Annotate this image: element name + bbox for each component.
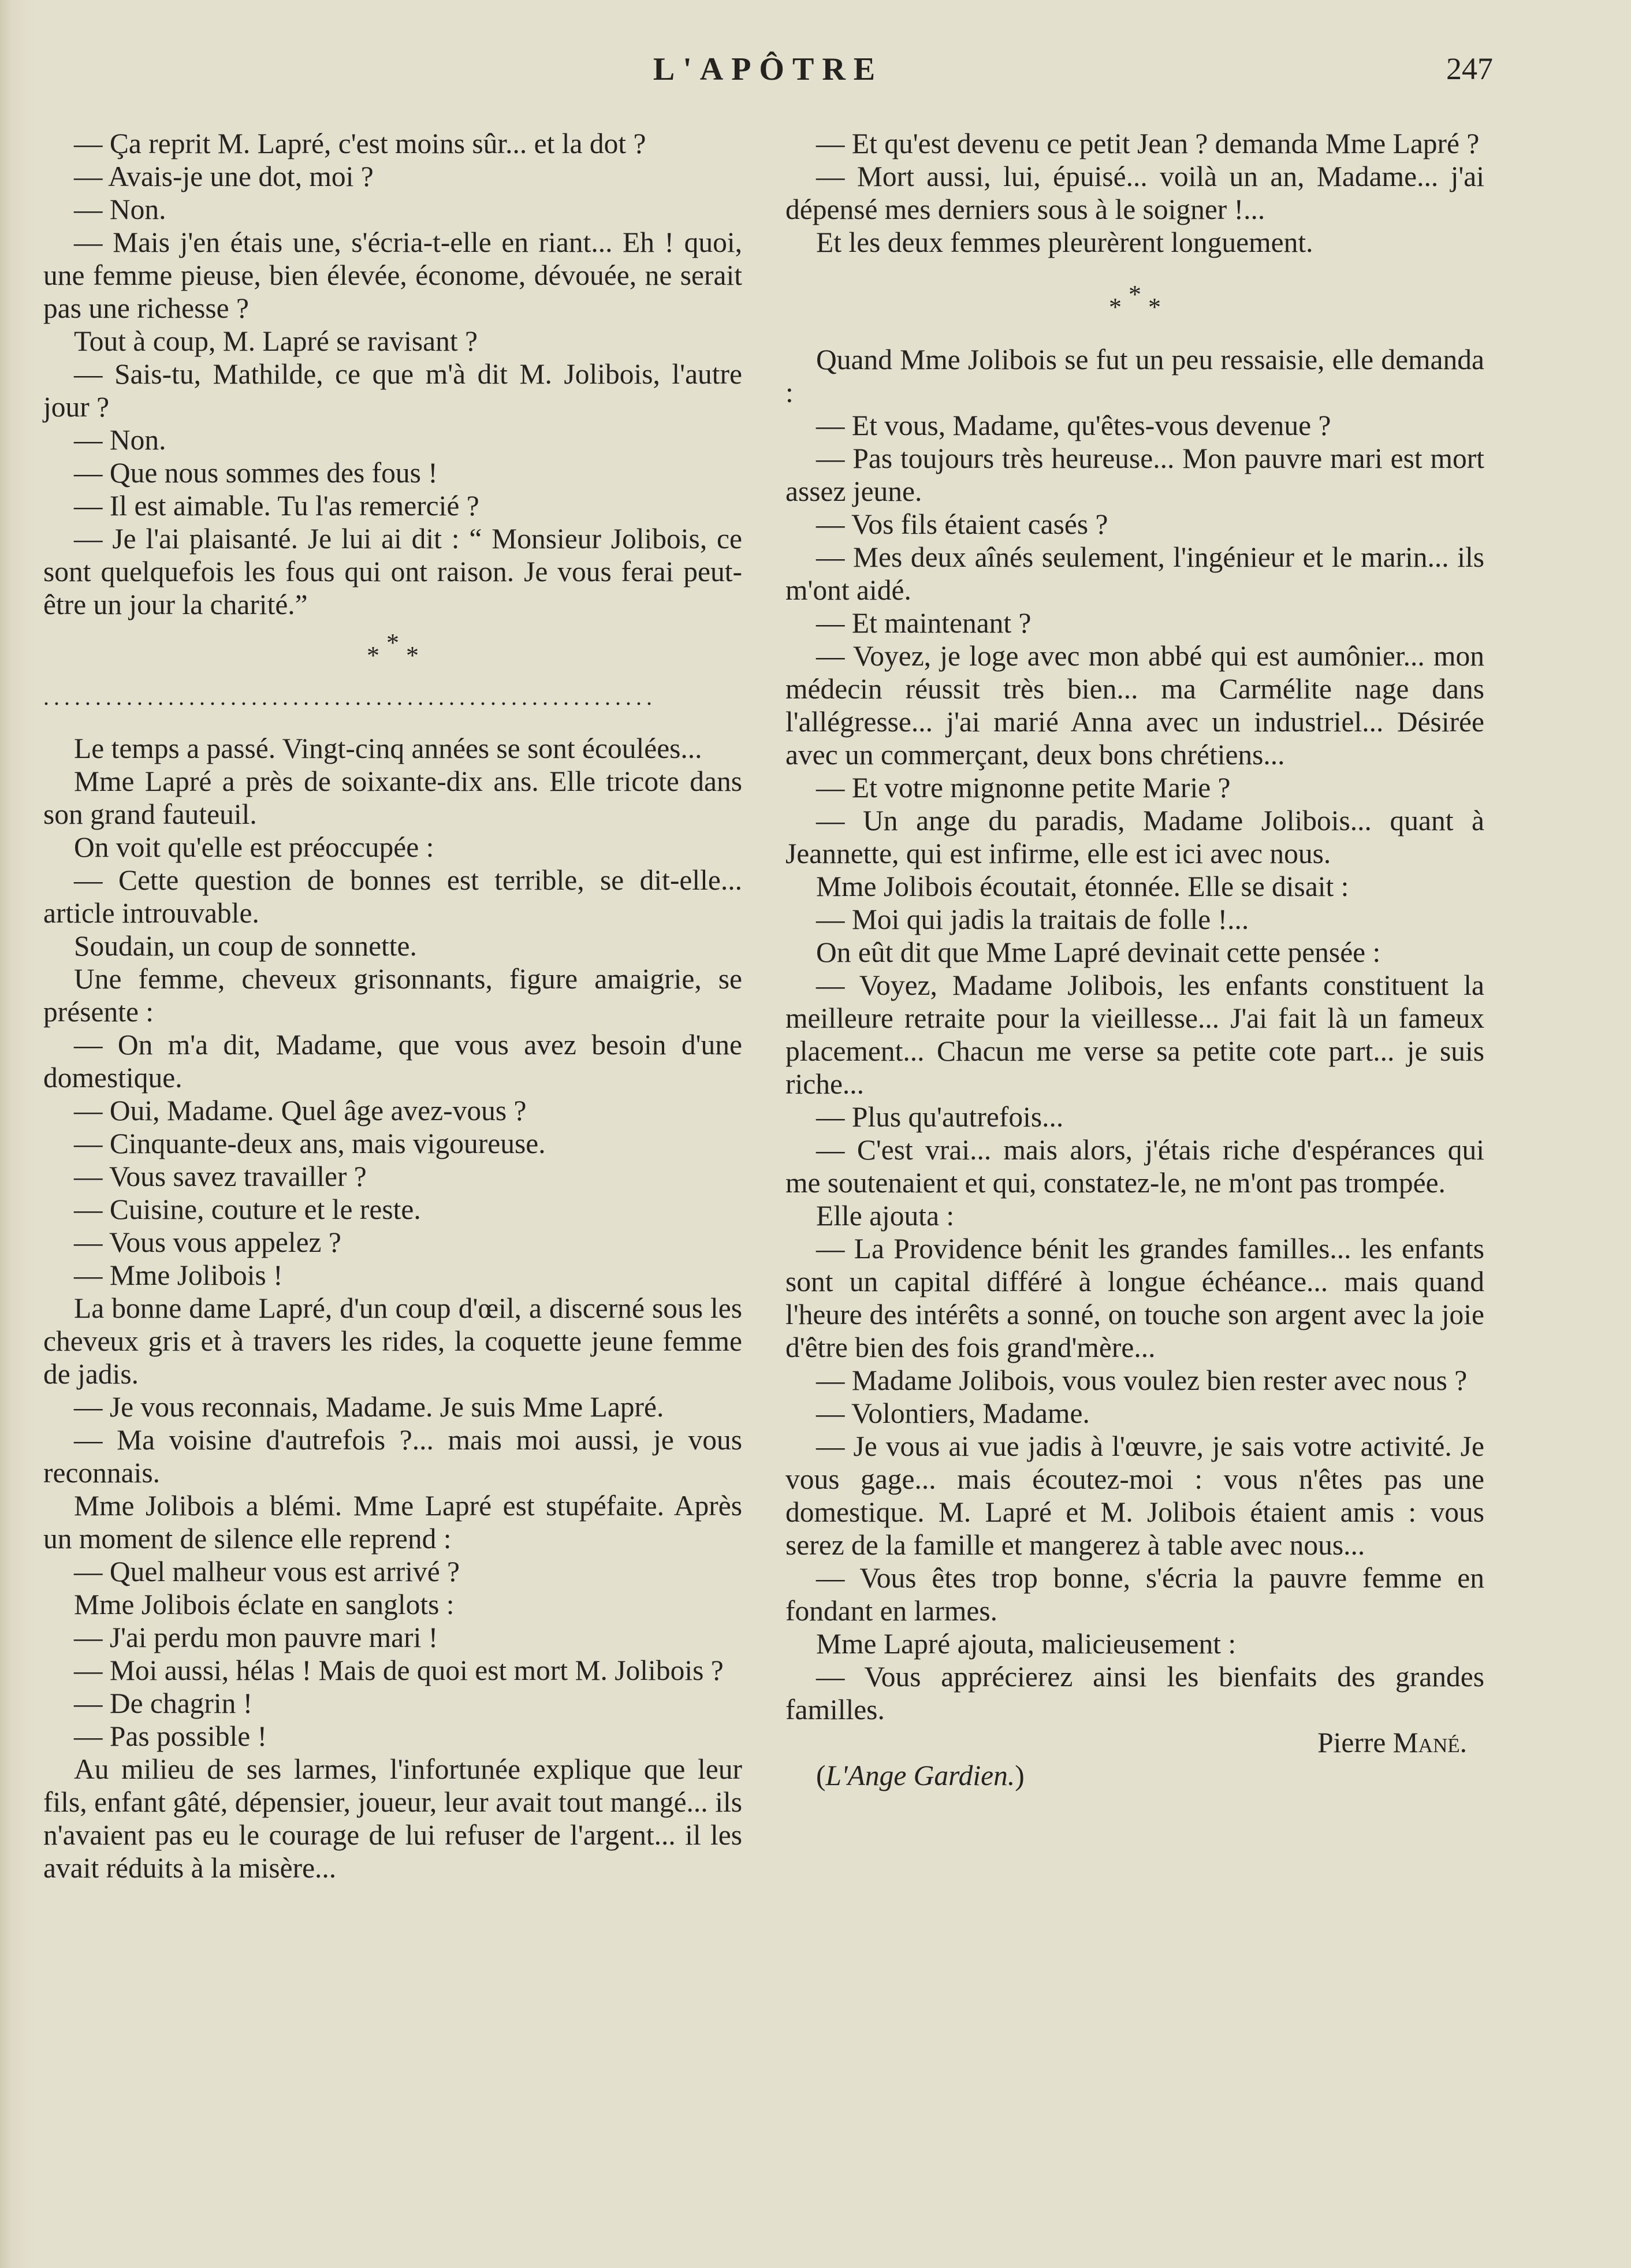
left-paragraph: — Moi aussi, hélas ! Mais de quoi est mort M. Jolibois ? [74,1654,724,1686]
right-paragraph: Et les deux femmes pleurèrent longuement. [816,226,1313,258]
right-paragraph: Mme Jolibois écoutait, étonnée. Elle se disait : [816,871,1349,902]
right-paragraph: — Moi qui jadis la traitais de folle !... [816,904,1249,935]
right-paragraph: Elle ajouta : [816,1200,955,1232]
left-paragraph: Tout à coup, M. Lapré se ravisant ? [74,325,478,357]
right-paragraph: — Mes deux aînés seulement, l'ingénieur et le marin... ils m'ont aidé. [785,541,1484,606]
right-paragraph: — Madame Jolibois, vous voulez bien rester avec nous ? [816,1364,1468,1396]
left-paragraph: — Ma voisine d'autrefois ?... mais moi aussi, je vous reconnais. [43,1424,742,1489]
left-paragraph: On voit qu'elle est préoccupée : [74,831,434,863]
left-paragraph: — Mme Jolibois ! [74,1259,283,1291]
left-paragraph: — Vous savez travailler ? [74,1161,367,1192]
right-paragraph: — Plus qu'autrefois... [816,1101,1064,1133]
right-paragraph: — Voyez, je loge avec mon abbé qui est aumônier... mon médecin réussit très bien... ma Carmélite nage dans l'allégresse... j'ai marié Anna avec un industriel... Désirée avec un commerçant, deux bons chrétiens... [785,640,1484,771]
right-paragraph: — Un ange du paradis, Madame Jolibois... quant à Jeannette, qui est infirme, elle est ici avec nous. [785,805,1484,869]
left-text-block-2 [43,732,742,1884]
left-paragraph: Au milieu de ses larmes, l'infortunée explique que leur fils, enfant gâté, dépensier, joueur, leur avait tout mangé... ils n'avaient pas eu le courage de lui refuser de l'argent... il les avait réduits à la misère... [43,1753,742,1884]
left-paragraph: Mme Jolibois éclate en sanglots : [74,1589,455,1620]
right-paragraph: — Je vous ai vue jadis à l'œuvre, je sais votre activité. Je vous gage... mais écoutez-moi : vous n'êtes pas une domestique. M. Lapré et M. Jolibois étaient amis : vous serez de la famille et mangerez à table avec nous... [785,1430,1484,1561]
left-paragraph: La bonne dame Lapré, d'un coup d'œil, a discerné sous les cheveux gris et à travers les rides, la coquette jeune femme de jadis. [43,1292,742,1390]
right-paragraph: Mme Lapré ajouta, malicieusement : [816,1628,1237,1660]
left-paragraph: — Cuisine, couture et le reste. [74,1194,421,1225]
left-paragraph: — De chagrin ! [74,1687,253,1719]
left-paragraph: — Oui, Madame. Quel âge avez-vous ? [74,1095,527,1126]
right-paragraph: On eût dit que Mme Lapré devinait cette pensée : [816,936,1381,968]
right-paragraph: — C'est vrai... mais alors, j'étais riche d'espérances qui me soutenaient et qui, constatez-le, ne m'ont pas trompée. [785,1134,1484,1199]
left-paragraph: — Il est aimable. Tu l'as remercié ? [74,490,479,522]
right-paragraph: — Et vous, Madame, qu'êtes-vous devenue ? [816,410,1331,441]
section-break-stars: * * * [367,629,419,670]
right-text-block-1 [785,127,1484,259]
dotted-separator: ........................................................... [43,686,657,709]
left-paragraph: — Ça reprit M. Lapré, c'est moins sûr... et la dot ? [74,128,646,159]
left-paragraph: — Non. [74,194,166,225]
running-header [43,51,1493,97]
left-paragraph: — Pas possible ! [74,1720,267,1752]
right-paragraph: — La Providence bénit les grandes familles... les enfants sont un capital différé à longue échéance... mais quand l'heure des intérêts a sonné, on touche son argent avec la joie d'être bien des fois grand'mère... [785,1233,1484,1363]
left-paragraph: — Je l'ai plaisanté. Je lui ai dit : “ Monsieur Jolibois, ce sont quelquefois les fous qui ont raison. Je vous ferai peut-être un jour la charité.” [43,523,742,620]
right-paragraph: Quand Mme Jolibois se fut un peu ressaisie, elle demanda : [785,344,1484,408]
author-first-name: Pierre [1317,1727,1386,1758]
right-paragraph: — Vous êtes trop bonne, s'écria la pauvre femme en fondant en larmes. [785,1562,1484,1627]
right-text-block-2 [785,343,1484,1726]
left-paragraph: — Cette question de bonnes est terrible, se dit-elle... article introuvable. [43,864,742,929]
running-title: L'APÔTRE [653,51,884,87]
left-text-block-1 [43,127,742,621]
left-paragraph: Mme Jolibois a blémi. Mme Lapré est stupéfaite. Après un moment de silence elle reprend : [43,1490,742,1555]
left-paragraph: — Vous vous appelez ? [74,1226,341,1258]
right-paragraph: — Et votre mignonne petite Marie ? [816,772,1231,804]
left-paragraph: Mme Lapré a près de soixante-dix ans. Elle tricote dans son grand fauteuil. [43,765,742,830]
left-paragraph: — J'ai perdu mon pauvre mari ! [74,1622,438,1653]
source-citation: (L'Ange Gardien.) [816,1760,1025,1791]
author-signature [785,1726,1484,1759]
right-paragraph: — Mort aussi, lui, épuisé... voilà un an, Madame... j'ai dépensé mes derniers sous à le soigner !... [785,161,1484,225]
right-paragraph: — Voyez, Madame Jolibois, les enfants constituent la meilleure retraite pour la vieillesse... J'ai fait là un fameux placement... Chacun me verse sa petite cote part... je suis riche... [785,969,1484,1100]
right-paragraph: — Et qu'est devenu ce petit Jean ? demanda Mme Lapré ? [816,128,1480,159]
left-column [43,127,742,1884]
left-paragraph: Une femme, cheveux grisonnants, figure amaigrie, se présente : [43,963,742,1028]
right-paragraph: — Pas toujours très heureuse... Mon pauvre mari est mort assez jeune. [785,443,1484,507]
right-paragraph: — Et maintenant ? [816,607,1032,639]
right-column [785,127,1484,1792]
page-number: 247 [1446,51,1493,86]
left-paragraph: — Sais-tu, Mathilde, ce que m'à dit M. Jolibois, l'autre jour ? [43,358,742,423]
left-paragraph: — On m'a dit, Madame, que vous avez besoin d'une domestique. [43,1029,742,1094]
right-paragraph: — Volontiers, Madame. [816,1397,1090,1429]
source-title: L'Ange Gardien. [825,1760,1015,1791]
author-last-name: Mané. [1392,1727,1467,1758]
section-break-stars: * * * [1109,280,1161,321]
left-paragraph: Le temps a passé. Vingt-cinq années se sont écoulées... [74,733,702,764]
right-paragraph: — Vous apprécierez ainsi les bienfaits des grandes familles. [785,1661,1484,1726]
left-paragraph: — Je vous reconnais, Madame. Je suis Mme Lapré. [74,1391,664,1423]
left-paragraph: — Mais j'en étais une, s'écria-t-elle en riant... Eh ! quoi, une femme pieuse, bien élevée, économe, dévouée, ne serait pas une richesse ? [43,226,742,324]
left-paragraph: — Cinquante-deux ans, mais vigoureuse. [74,1128,546,1159]
left-paragraph: — Avais-je une dot, moi ? [74,161,374,192]
left-paragraph: — Non. [74,424,166,456]
left-paragraph: — Que nous sommes des fous ! [74,457,438,489]
left-paragraph: Soudain, un coup de sonnette. [74,930,417,962]
right-paragraph: — Vos fils étaient casés ? [816,508,1108,540]
left-paragraph: — Quel malheur vous est arrivé ? [74,1556,460,1587]
